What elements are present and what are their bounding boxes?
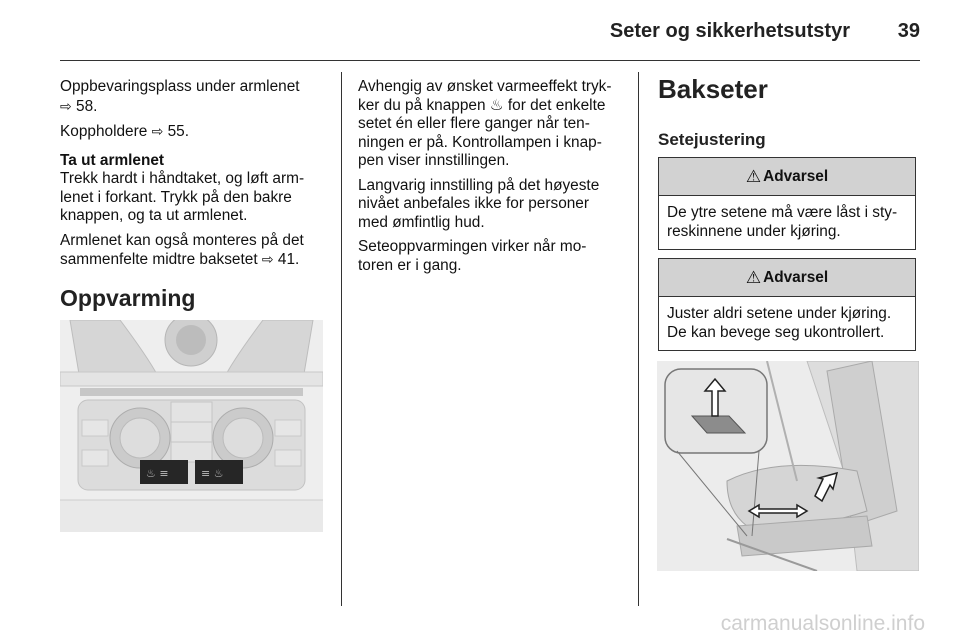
console-illustration bbox=[60, 320, 323, 532]
warning-box-locked bbox=[658, 157, 916, 250]
svg-text:≡ ♨: ≡ ♨ bbox=[201, 467, 224, 480]
warning-triangle-icon: ⚠ bbox=[745, 166, 762, 186]
reference-arrow-icon: ⇨ bbox=[261, 251, 274, 267]
page-reference-link[interactable]: 41. bbox=[277, 251, 300, 268]
warning-triangle-icon: ⚠ bbox=[745, 267, 762, 287]
paragraph-armrest-storage: Oppbevaringsplass under armlenet ⇨ 58. bbox=[60, 78, 300, 115]
page-header-title: Seter og sikkerhetsutstyr bbox=[609, 20, 850, 42]
header-rule bbox=[60, 60, 920, 61]
heated-seat-controls-figure bbox=[60, 320, 323, 532]
column-divider-2 bbox=[638, 72, 639, 606]
page-number: 39 bbox=[897, 20, 920, 42]
reference-arrow-icon: ⇨ bbox=[60, 97, 72, 114]
paragraph-cup-holders: Koppholdere ⇨ 55. bbox=[60, 123, 189, 140]
seat-heating-icon: ♨ bbox=[489, 96, 504, 114]
svg-text:♨ ≡: ♨ ≡ bbox=[146, 467, 169, 480]
column-1 bbox=[60, 78, 330, 312]
warning-header: ⚠ Advarsel bbox=[659, 259, 915, 297]
paragraph-heating-engine: Seteoppvarmingen virker når mo- toren er i gang. bbox=[358, 238, 587, 274]
watermark: carmanualsonline.info bbox=[720, 612, 925, 635]
rear-seat-adjustment-figure bbox=[657, 361, 919, 571]
column-divider-1 bbox=[341, 72, 342, 606]
column-2 bbox=[358, 78, 626, 281]
paragraph-heating-usage: Avhengig av ønsket varmeeffekt tryk- ker du på knappen ♨ for det enkelte setet én eller flere ganger når ten- ningen er på. Kontrollampen i knap- pen viser innstillingen. bbox=[358, 78, 612, 169]
page-reference-link[interactable]: 58. bbox=[76, 97, 98, 115]
warning-header: ⚠ Advarsel bbox=[659, 158, 915, 196]
paragraph-heating-warning: Langvarig innstilling på det høyeste nivået anbefales ikke for personer med ømfintlig hud. bbox=[358, 176, 600, 231]
page-reference-link[interactable]: 55. bbox=[167, 123, 189, 140]
subheading-remove-armrest: Ta ut armlenet bbox=[60, 151, 165, 169]
section-heading-heating: Oppvarming bbox=[60, 284, 196, 311]
section-heading-rear-seats: Bakseter bbox=[658, 74, 768, 104]
subheading-seat-adjustment: Setejustering bbox=[658, 130, 766, 149]
warning-text: Juster aldri setene under kjøring. De kan bevege seg ukontrollert. bbox=[667, 305, 892, 341]
warning-text: De ytre setene må være låst i sty- reskinnene under kjøring. bbox=[667, 204, 898, 240]
paragraph-armrest-mount: Armlenet kan også monteres på det sammenfelte midtre baksetet ⇨ 41. bbox=[60, 231, 304, 268]
paragraph-remove-armrest: Trekk hardt i håndtaket, og løft arm- lenet i forkant. Trykk på den bakre knappen, og ta ut armlenet. bbox=[60, 170, 305, 224]
warning-box-adjust bbox=[658, 258, 916, 351]
rear-seat-illustration bbox=[657, 361, 919, 571]
reference-arrow-icon: ⇨ bbox=[151, 123, 164, 139]
